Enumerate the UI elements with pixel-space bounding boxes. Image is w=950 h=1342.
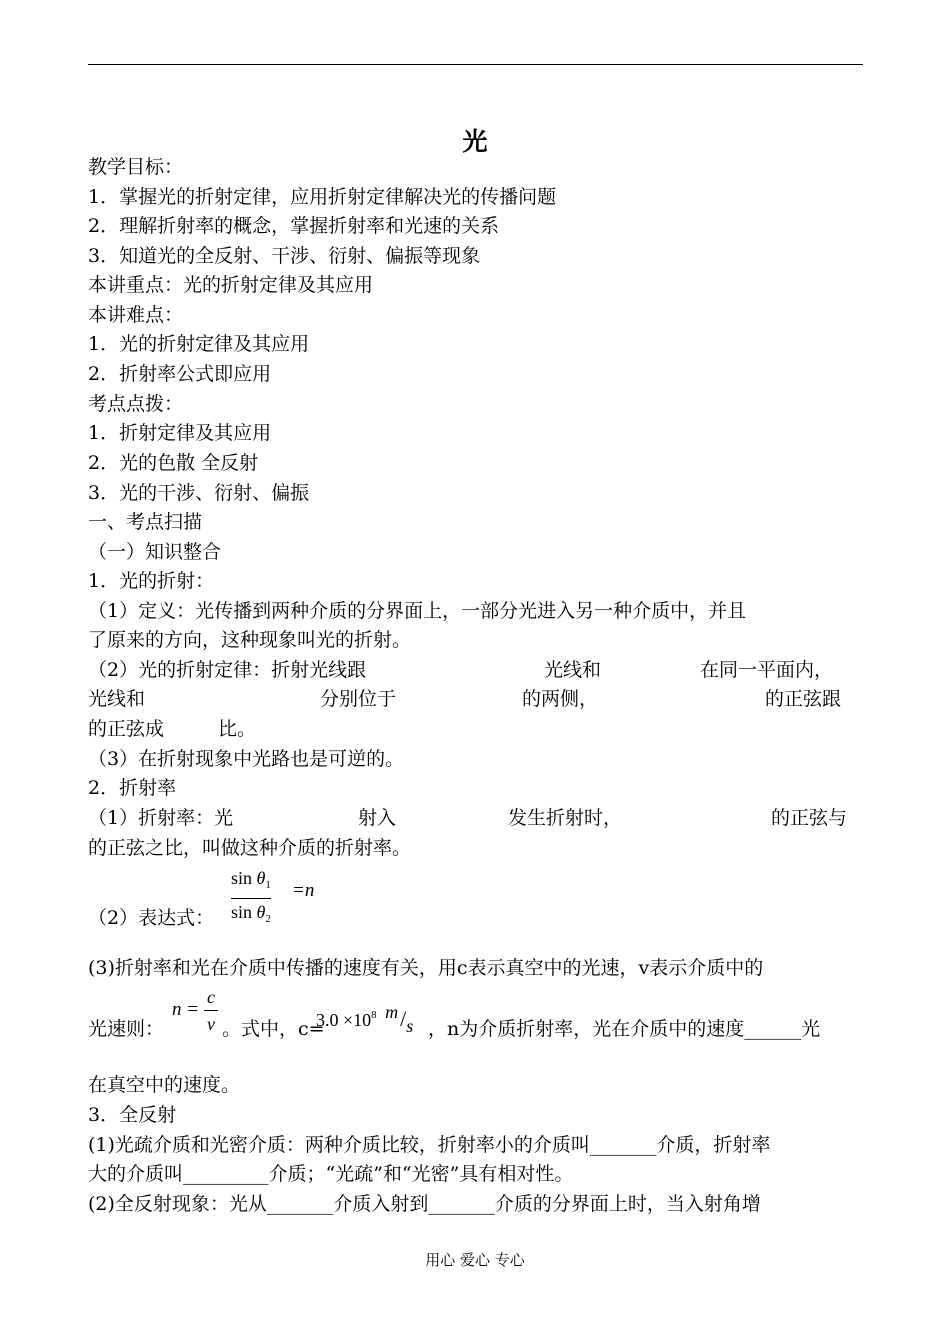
formula-n-fraction: c v [204,986,218,1035]
text-segment: （1）折射率：光 [88,807,234,829]
text-segment: 比。 [218,718,257,740]
text-line: 2．光的色散 全反射 [88,452,259,474]
text-line: 本讲难点： [88,304,184,326]
text-line: 1．光的折射定律及其应用 [88,333,310,355]
page-title: 光 [462,127,488,156]
formula-n-lhs: n = [172,999,200,1020]
text-line: 的正弦之比，叫做这种介质的折射率。 [88,837,412,859]
formula-refraction-ratio: $\sin \theta_1$ $\sin \theta_2$ [231,868,271,925]
text-line: 2．折射率公式即应用 [88,363,272,385]
text-line: 3．全反射 [88,1104,177,1126]
text-line: 了原来的方向，这种现象叫光的折射。 [88,629,412,651]
text-segment: 在同一平面内， [700,659,834,681]
text-segment: 。式中，c= [222,1018,325,1040]
text-line: 本讲重点：光的折射定律及其应用 [88,274,374,296]
text-line: (3)折射率和光在介质中传播的速度有关，用c表示真空中的光速，v表示介质中的 [88,957,764,979]
section-heading: 一、考点扫描 [88,511,203,533]
text-line: （1）定义：光传播到两种介质的分界面上，一部分光进入另一种介质中，并且 [88,600,747,622]
text-segment: 的正弦成 [88,718,165,740]
text-line: （2）表达式： [88,907,215,929]
text-line: 3．光的干涉、衍射、偏振 [88,482,310,504]
header-rule [88,64,863,65]
text-line: （一）知识整合 [88,541,222,563]
text-segment: 发生折射时， [508,807,623,829]
text-segment: 分别位于 [320,688,397,710]
text-segment: 光线和 [544,659,602,681]
text-segment: 射入 [358,807,397,829]
text-line: 3．知道光的全反射、干涉、衍射、偏振等现象 [88,245,481,267]
text-line: 1．折射定律及其应用 [88,422,272,444]
text-line: 2．折射率 [88,777,177,799]
formula-rhs: =n [292,880,315,901]
text-line: 1．光的折射： [88,570,215,592]
page-footer: 用心 爱心 专心 [425,1251,525,1269]
text-segment: 光速则： [88,1018,165,1040]
text-line: 2．理解折射率的概念，掌握折射率和光速的关系 [88,215,500,237]
text-segment: （2）光的折射定律：折射光线跟 [88,659,367,681]
text-segment: 的正弦跟 [765,688,842,710]
text-segment: 光线和 [88,688,146,710]
text-line: 1．掌握光的折射定律，应用折射定律解决光的传播问题 [88,186,557,208]
text-line: (2)全反射现象：光从_______介质入射到_______介质的分界面上时，当入射角增 [88,1193,761,1215]
formula-light-speed: $3.0 \times 10^8$ m/s [316,1002,414,1036]
text-line: (1)光疏介质和光密介质：两种介质比较，折射率小的介质叫_______介质，折射率 [88,1134,771,1156]
text-segment: 的正弦与 [771,807,848,829]
text-segment: 的两侧， [522,688,599,710]
text-line: 教学目标： [88,156,184,178]
text-line: 在真空中的速度。 [88,1074,241,1096]
text-line: 大的介质叫_________介质；“光疏”和“光密”具有相对性。 [88,1163,574,1185]
text-segment: ，n为介质折射率，光在介质中的速度______光 [428,1018,821,1040]
text-line: 考点点拨： [88,393,184,415]
text-line: （3）在折射现象中光路也是可逆的。 [88,748,405,770]
